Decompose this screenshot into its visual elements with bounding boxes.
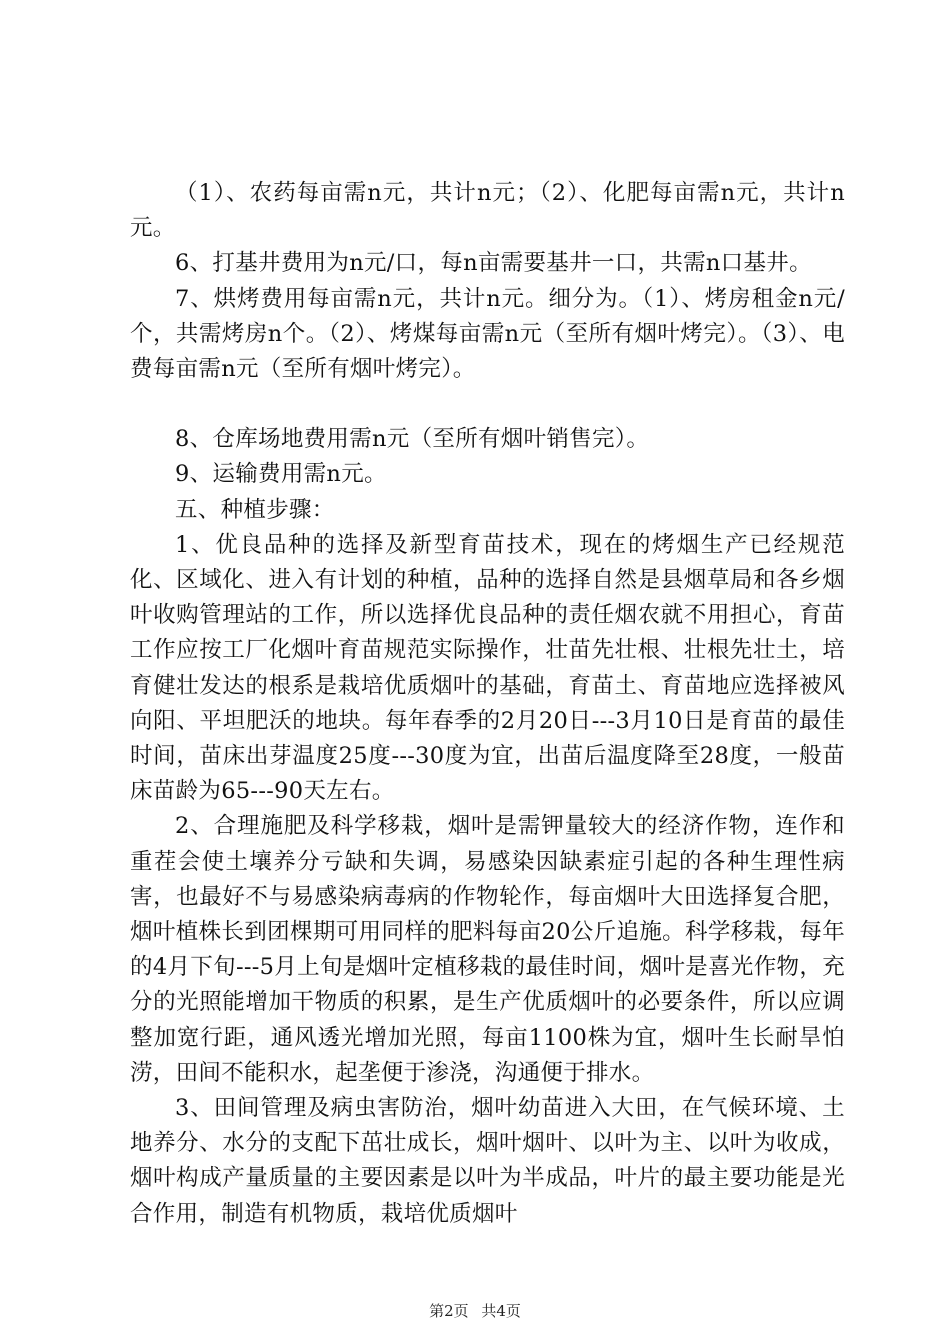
- paragraph-curing-cost: 7、烘烤费用每亩需n元，共计n元。细分为。（1）、烤房租金n元/个，共需烤房n个。（2）、烤煤每亩需n元（至所有烟叶烤完）。（3）、电费每亩需n元（至所有烟叶烤完）。: [130, 285, 845, 383]
- paragraph-variety-seedling: 1、优良品种的选择及新型育苗技术，现在的烤烟生产已经规范化、区域化、进入有计划的种植，品种的选择自然是县烟草局和各乡烟叶收购管理站的工作，所以选择优良品种的责任烟农就不用担心，育苗工作应按工厂化烟叶育苗规范实际操作，壮苗先壮根、壮根先壮土，培育健壮发达的根系是栽培优质烟叶的基础，育苗土、育苗地应选择被风向阳、平坦肥沃的地块。每年春季的2月20日---3月10日是育苗的最佳时间，苗床出芽温度25度---30度为宜，出苗后温度降至28度，一般苗床苗龄为65---90天左右。: [130, 531, 845, 805]
- section-heading-planting-steps: 五、种植步骤：: [175, 496, 335, 523]
- paragraph-well-cost: 6、打基井费用为n元/口，每n亩需要基井一口，共需n口基井。: [175, 250, 812, 277]
- paragraph-pesticide-fertilizer: （1）、农药每亩需n元，共计n元；（2）、化肥每亩需n元，共计n元。: [130, 180, 845, 242]
- paragraph-transport-cost: 9、运输费用需n元。: [175, 461, 387, 488]
- page-footer: [0, 1300, 950, 1321]
- paragraph-fertilizer-transplant: 2、合理施肥及科学移栽，烟叶是需钾量较大的经济作物，连作和重茬会使土壤养分亏缺和失调，易感染因缺素症引起的各种生理性病害，也最好不与易感染病毒病的作物轮作，每亩烟叶大田选择复合肥，烟叶植株长到团棵期可用同样的肥料每亩20公斤追施。科学移栽，每年的4月下旬---5月上旬是烟叶定植移栽的最佳时间，烟叶是喜光作物，充分的光照能增加干物质的积累，是生产优质烟叶的必要条件，所以应调整加宽行距，通风透光增加光照，每亩1100株为宜，烟叶生长耐旱怕涝，田间不能积水，起垄便于渗浇，沟通便于排水。: [130, 813, 845, 1086]
- document-body: [130, 176, 845, 1232]
- paragraph-field-management: 3、田间管理及病虫害防治，烟叶幼苗进入大田，在气候环境、土地养分、水分的支配下茁壮成长，烟叶烟叶、以叶为主、以叶为收成，烟叶构成产量质量的主要因素是以叶为半成品，叶片的最主要功能是光合作用，制造有机物质，栽培优质烟叶: [130, 1095, 845, 1227]
- paragraph-warehouse-cost: 8、仓库场地费用需n元（至所有烟叶销售完）。: [175, 426, 650, 453]
- page-total: 共4页: [481, 1302, 521, 1320]
- page-number: 第2页: [429, 1302, 469, 1320]
